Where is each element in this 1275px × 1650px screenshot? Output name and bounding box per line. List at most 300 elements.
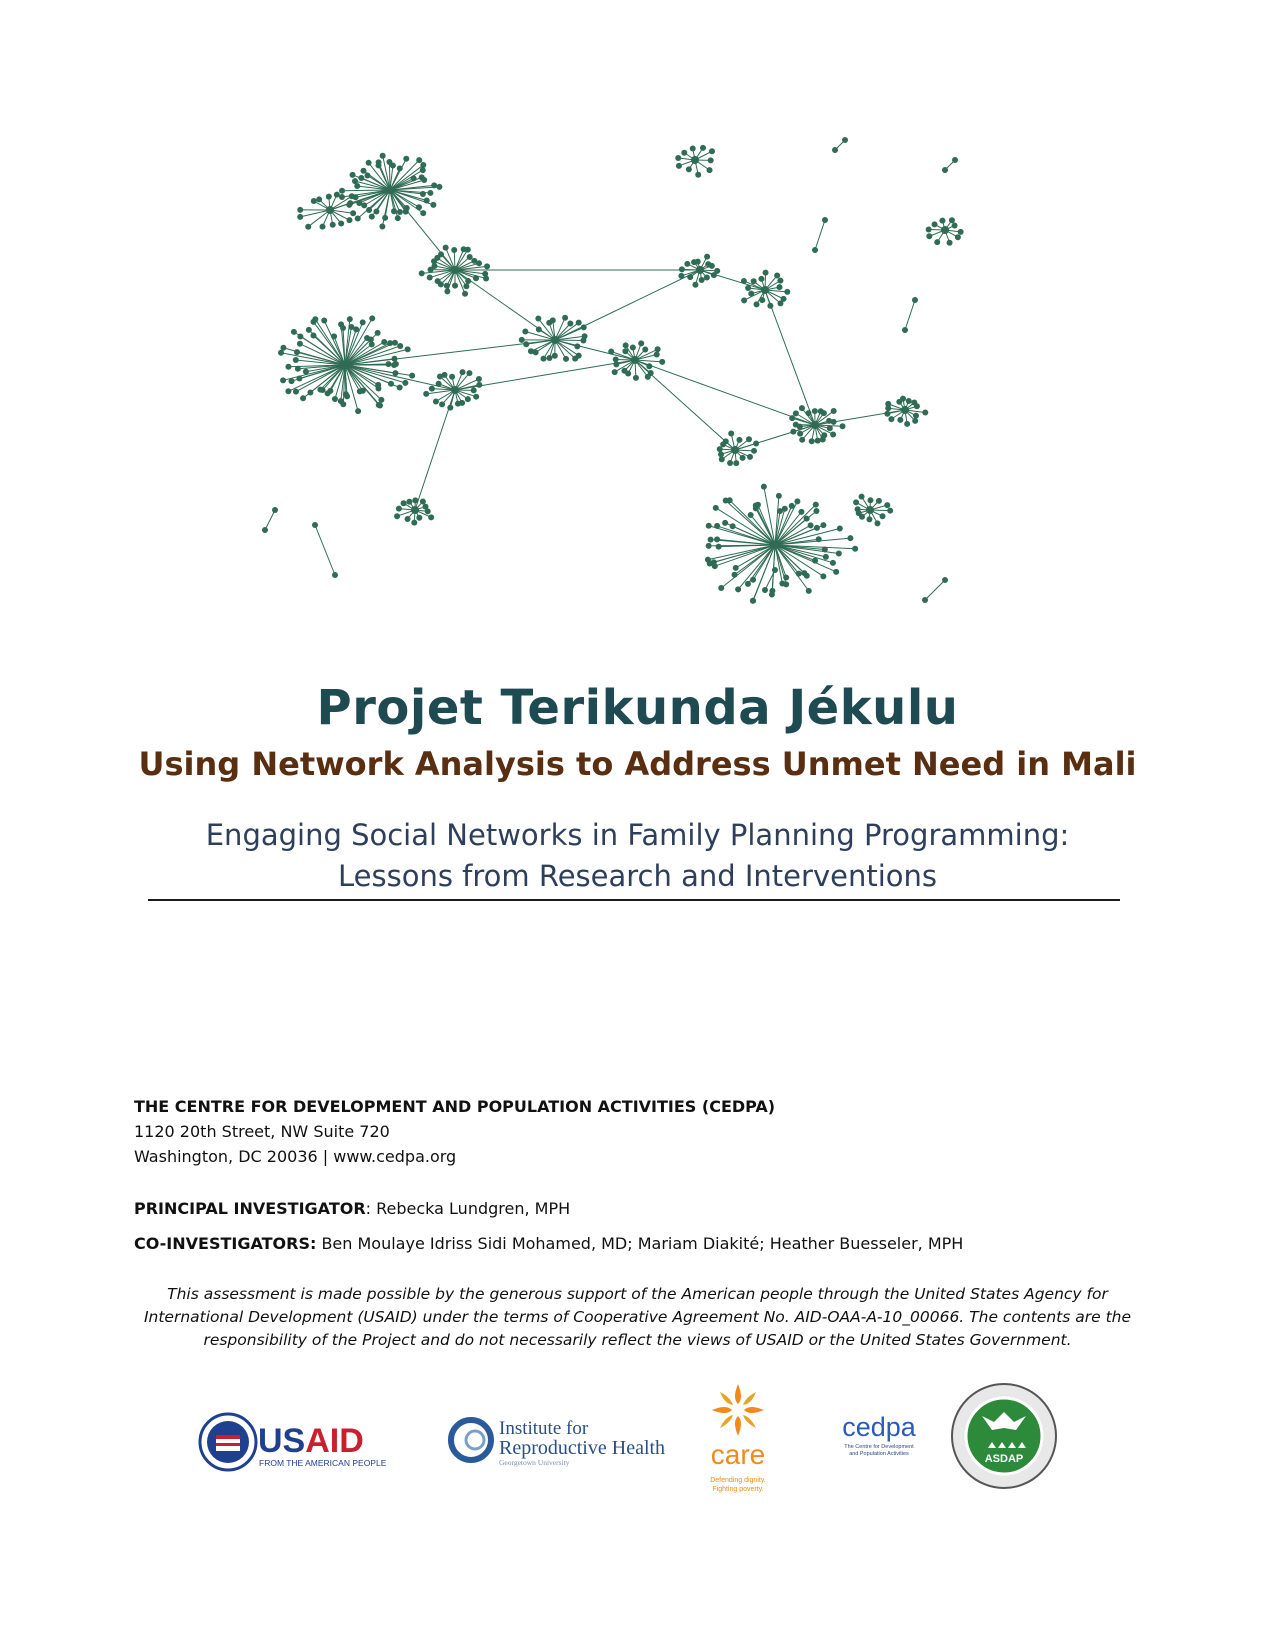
network-node [952, 157, 958, 163]
network-node [727, 460, 733, 466]
network-node [913, 413, 919, 419]
network-node [914, 403, 920, 409]
network-node [758, 276, 764, 282]
network-node [880, 513, 886, 519]
network-node [942, 577, 948, 583]
usaid-logo [198, 1410, 398, 1474]
network-node [430, 202, 436, 208]
organization-block [134, 1094, 775, 1169]
network-node [750, 598, 756, 604]
network-node [444, 283, 450, 289]
network-node [550, 317, 556, 323]
network-node [799, 437, 805, 443]
network-node [784, 289, 790, 295]
network-node [465, 247, 471, 253]
network-node [793, 422, 799, 428]
network-node [397, 385, 403, 391]
network-node [755, 502, 761, 508]
network-node [884, 502, 890, 508]
network-node [630, 345, 636, 351]
network-node [349, 193, 355, 199]
document-tagline [0, 815, 1275, 897]
network-node [711, 559, 717, 565]
network-node [476, 382, 482, 388]
network-edge [905, 300, 915, 330]
network-node [812, 408, 818, 414]
network-node [955, 234, 961, 240]
network-node [317, 387, 323, 393]
network-node [748, 512, 754, 518]
network-node [462, 291, 468, 297]
network-node [467, 254, 473, 260]
network-node [733, 565, 739, 571]
network-node [405, 346, 411, 352]
network-node [708, 537, 714, 543]
network-node [836, 551, 842, 557]
network-node [327, 388, 333, 394]
network-node [331, 333, 337, 339]
network-node [815, 438, 821, 444]
network-node [797, 431, 803, 437]
network-node [714, 523, 720, 529]
network-node [347, 316, 353, 322]
network-node [779, 581, 785, 587]
network-node [695, 172, 701, 178]
network-node [832, 147, 838, 153]
network-node [300, 395, 306, 401]
co-label: CO-INVESTIGATORS: [134, 1234, 317, 1253]
network-node [686, 166, 692, 172]
network-node [922, 410, 928, 416]
network-node [623, 342, 629, 348]
network-node [762, 587, 768, 593]
network-node [876, 498, 882, 504]
network-node [733, 460, 739, 466]
network-node [654, 351, 660, 357]
network-node [280, 345, 286, 351]
network-node [831, 408, 837, 414]
network-node [847, 535, 853, 541]
network-node [443, 245, 449, 251]
network-node [312, 522, 318, 528]
network-node [394, 513, 400, 519]
network-node [633, 375, 639, 381]
network-node [449, 374, 455, 380]
network-node [316, 196, 322, 202]
network-node [396, 506, 402, 512]
network-node [676, 163, 682, 169]
network-node [902, 327, 908, 333]
network-node [926, 233, 932, 239]
network-node [821, 410, 827, 416]
network-node [798, 509, 804, 515]
network-node [794, 498, 800, 504]
network-edge [555, 270, 700, 340]
network-node [422, 504, 428, 510]
network-node [420, 167, 426, 173]
network-node [353, 326, 359, 332]
network-edge [525, 331, 555, 340]
network-node [416, 515, 422, 521]
network-node [338, 220, 344, 226]
network-node [732, 572, 738, 578]
network-node [572, 356, 578, 362]
network-node [355, 215, 361, 221]
network-node [452, 283, 458, 289]
network-node [382, 215, 388, 221]
network-node [806, 588, 812, 594]
network-node [395, 215, 401, 221]
network-node [326, 194, 332, 200]
network-node [421, 177, 427, 183]
network-node [952, 222, 958, 228]
network-edge [415, 390, 455, 510]
network-edge [635, 360, 735, 450]
network-node [439, 401, 445, 407]
network-node [820, 522, 826, 528]
network-node [769, 591, 775, 597]
network-node [900, 396, 906, 402]
co-value: Ben Moulaye Idriss Sidi Mohamed, MD; Mariam Diakité; Heather Buesseler, MPH [316, 1234, 964, 1253]
network-node [713, 505, 719, 511]
network-node [705, 557, 711, 563]
network-node [853, 499, 859, 505]
network-node [812, 247, 818, 253]
funding-disclaimer: This assessment is made possible by the generous support of the American people through the United States Agency for International Development (USAID) under the terms of Cooperative Agreement No. AID-OAA-A-10_00066. The contents are the responsibility of the Project and do not necessarily reflect the views of USAID or the United States Government. [143, 1285, 1132, 1349]
network-node [346, 217, 352, 223]
network-node [397, 343, 403, 349]
network-node [947, 240, 953, 246]
network-node [912, 418, 918, 424]
network-edge [765, 290, 815, 425]
network-node [727, 497, 733, 503]
network-node [455, 401, 461, 407]
network-node [291, 329, 297, 335]
network-node [813, 502, 819, 508]
asdap-wordmark: ASDAP [984, 1453, 1024, 1465]
network-node [888, 416, 894, 422]
network-node [381, 339, 387, 345]
network-edge [389, 162, 390, 190]
network-node [375, 382, 381, 388]
network-node [392, 340, 398, 346]
network-node [709, 148, 715, 154]
network-node [332, 396, 338, 402]
network-node [859, 494, 865, 500]
network-node [621, 368, 627, 374]
network-node [303, 369, 309, 375]
network-node [708, 157, 714, 163]
network-node [562, 315, 568, 321]
network-node [402, 380, 408, 386]
usaid-ai: AID [305, 1422, 364, 1460]
irh-line-3: Georgetown University [499, 1458, 570, 1467]
co-investigators [134, 1231, 963, 1256]
network-node [334, 192, 340, 198]
network-node [740, 455, 746, 461]
tagline-line-1: Engaging Social Networks in Family Planning Programming: [205, 818, 1070, 852]
network-node [522, 328, 528, 334]
network-node [887, 508, 893, 514]
network-node [321, 317, 327, 323]
network-node [709, 263, 715, 269]
network-node [330, 222, 336, 228]
network-node [751, 278, 757, 284]
network-node [613, 356, 619, 362]
network-node [809, 438, 815, 444]
usaid-wordmark: USAID [258, 1422, 364, 1460]
network-node [416, 157, 422, 163]
network-node [366, 160, 372, 166]
network-node [451, 247, 457, 253]
network-node [397, 209, 403, 215]
network-node [423, 391, 429, 397]
network-node [466, 370, 472, 376]
network-node [866, 516, 872, 522]
network-node [355, 408, 361, 414]
network-node [679, 266, 685, 272]
network-node [690, 146, 696, 152]
irh-line-2: Reproductive Health [499, 1437, 666, 1459]
network-node [376, 159, 382, 165]
network-node [695, 259, 701, 265]
network-node [939, 218, 945, 224]
network-node [285, 364, 291, 370]
network-node [360, 168, 366, 174]
network-node [429, 386, 435, 392]
network-node [442, 372, 448, 378]
network-node [411, 520, 417, 526]
network-node [380, 153, 386, 159]
network-node [777, 278, 783, 284]
cedpa-tagline-2: and Population Activities [849, 1451, 909, 1457]
network-node [567, 320, 573, 326]
address-line-2: Washington, DC 20036 | www.cedpa.org [134, 1147, 457, 1166]
cedpa-logo [826, 1412, 932, 1462]
network-node [340, 325, 346, 331]
network-edge [815, 220, 825, 250]
network-node [369, 214, 375, 220]
network-node [375, 330, 381, 336]
network-node [535, 316, 541, 322]
network-node [716, 544, 722, 550]
network-node [942, 167, 948, 173]
network-node [692, 282, 698, 288]
asdap-logo [950, 1382, 1058, 1490]
network-edge [455, 270, 555, 340]
network-node [822, 217, 828, 223]
network-node [280, 377, 286, 383]
network-node [311, 198, 317, 204]
network-node [427, 275, 433, 281]
network-edge [455, 360, 635, 390]
care-wordmark: care [710, 1439, 766, 1470]
network-node [777, 284, 783, 290]
network-node [471, 387, 477, 393]
network-node [751, 448, 757, 454]
network-node [320, 224, 326, 230]
cedpa-tagline-1: The Centre for Development [844, 1444, 914, 1450]
network-edge [345, 340, 555, 365]
network-node [730, 523, 736, 529]
network-node [897, 417, 903, 423]
network-node [763, 270, 769, 276]
network-node [476, 376, 482, 382]
cedpa-wordmark: cedpa [842, 1412, 916, 1442]
network-node [523, 341, 529, 347]
network-node [293, 357, 299, 363]
network-node [332, 572, 338, 578]
network-node [748, 291, 754, 297]
network-node [754, 301, 760, 307]
network-edge [265, 510, 275, 530]
network-node [746, 436, 752, 442]
network-edge [390, 165, 423, 190]
network-node [816, 536, 822, 542]
network-node [306, 327, 312, 333]
network-node [718, 451, 724, 457]
network-node [540, 356, 546, 362]
network-node [691, 156, 699, 164]
network-node [312, 316, 318, 322]
network-node [476, 260, 482, 266]
network-edge [315, 525, 335, 575]
network-node [339, 194, 345, 200]
network-node [393, 361, 399, 367]
network-node [419, 270, 425, 276]
network-node [904, 421, 910, 427]
network-node [293, 389, 299, 395]
network-node [926, 227, 932, 233]
network-node [433, 398, 439, 404]
care-logo [702, 1380, 774, 1500]
network-node [735, 586, 741, 592]
network-node [813, 508, 819, 514]
network-node [842, 137, 848, 143]
network-node [684, 261, 690, 267]
irh-logo [447, 1410, 687, 1474]
network-node [428, 514, 434, 520]
pi-value: : Rebecka Lundgren, MPH [365, 1199, 571, 1218]
network-node [350, 210, 356, 216]
network-node [473, 275, 479, 281]
network-node [745, 581, 751, 587]
usaid-tagline: FROM THE AMERICAN PEOPLE [259, 1458, 387, 1468]
network-node [310, 333, 316, 339]
network-node [830, 431, 836, 437]
care-tagline-2: Fighting poverty. [712, 1486, 764, 1493]
document-title: Projet Terikunda Jékulu [316, 680, 959, 736]
network-node [369, 341, 375, 347]
network-node [707, 167, 713, 173]
network-node [390, 163, 396, 169]
network-node [659, 359, 665, 365]
network-node [949, 217, 955, 223]
network-node [714, 536, 720, 542]
network-node [906, 398, 912, 404]
network-node [855, 506, 861, 512]
network-node [420, 210, 426, 216]
network-node [772, 567, 778, 573]
network-node [852, 546, 858, 552]
network-node [718, 585, 724, 591]
network-node [352, 178, 358, 184]
care-hands-icon [712, 1384, 764, 1436]
network-node [774, 273, 780, 279]
network-node [934, 239, 940, 245]
network-node [820, 573, 826, 579]
network-node [645, 374, 651, 380]
network-node [465, 396, 471, 402]
pi-label: PRINCIPAL INVESTIGATOR [134, 1199, 366, 1218]
network-node [771, 541, 779, 549]
network-node [777, 300, 783, 306]
network-node [699, 277, 705, 283]
network-node [420, 499, 426, 505]
network-node [706, 523, 712, 529]
network-node [357, 388, 363, 394]
network-node [401, 500, 407, 506]
network-node [272, 507, 278, 513]
network-node [409, 373, 415, 379]
network-node [808, 522, 814, 528]
care-tagline-1: Defending dignity. [710, 1477, 766, 1484]
network-node [406, 499, 412, 505]
network-node [435, 278, 441, 284]
irh-line-1: Institute for [499, 1418, 589, 1439]
principal-investigator [134, 1196, 570, 1221]
network-node [675, 155, 681, 161]
organization-name: THE CENTRE FOR DEVELOPMENT AND POPULATION ACTIVITIES (CEDPA) [134, 1097, 776, 1116]
network-node [782, 506, 788, 512]
network-node [885, 401, 891, 407]
network-edge [390, 190, 455, 270]
network-node [460, 369, 466, 375]
network-node [612, 369, 618, 375]
network-node [358, 175, 364, 181]
network-node [823, 554, 829, 560]
network-edge [635, 360, 815, 425]
network-node [305, 224, 311, 230]
network-node [722, 520, 728, 526]
network-node [563, 356, 569, 362]
network-node [528, 348, 534, 354]
network-node [874, 520, 880, 526]
network-node [704, 274, 710, 280]
network-node [427, 190, 433, 196]
network-node [799, 405, 805, 411]
network-node [958, 229, 964, 235]
address-line-1: 1120 20th Street, NW Suite 720 [134, 1122, 390, 1141]
network-node [741, 297, 747, 303]
network-node [717, 446, 723, 452]
network-node [552, 353, 558, 359]
network-node [827, 425, 833, 431]
network-node [820, 436, 826, 442]
network-node [912, 297, 918, 303]
network-node [830, 560, 836, 566]
network-node [403, 156, 409, 162]
network-node [405, 516, 411, 522]
network-node [681, 150, 687, 156]
network-edge [925, 580, 945, 600]
network-node [840, 423, 846, 429]
network-node [776, 493, 782, 499]
network-node [379, 223, 385, 229]
network-node [932, 221, 938, 227]
network-node [642, 347, 648, 353]
network-node [761, 484, 767, 490]
